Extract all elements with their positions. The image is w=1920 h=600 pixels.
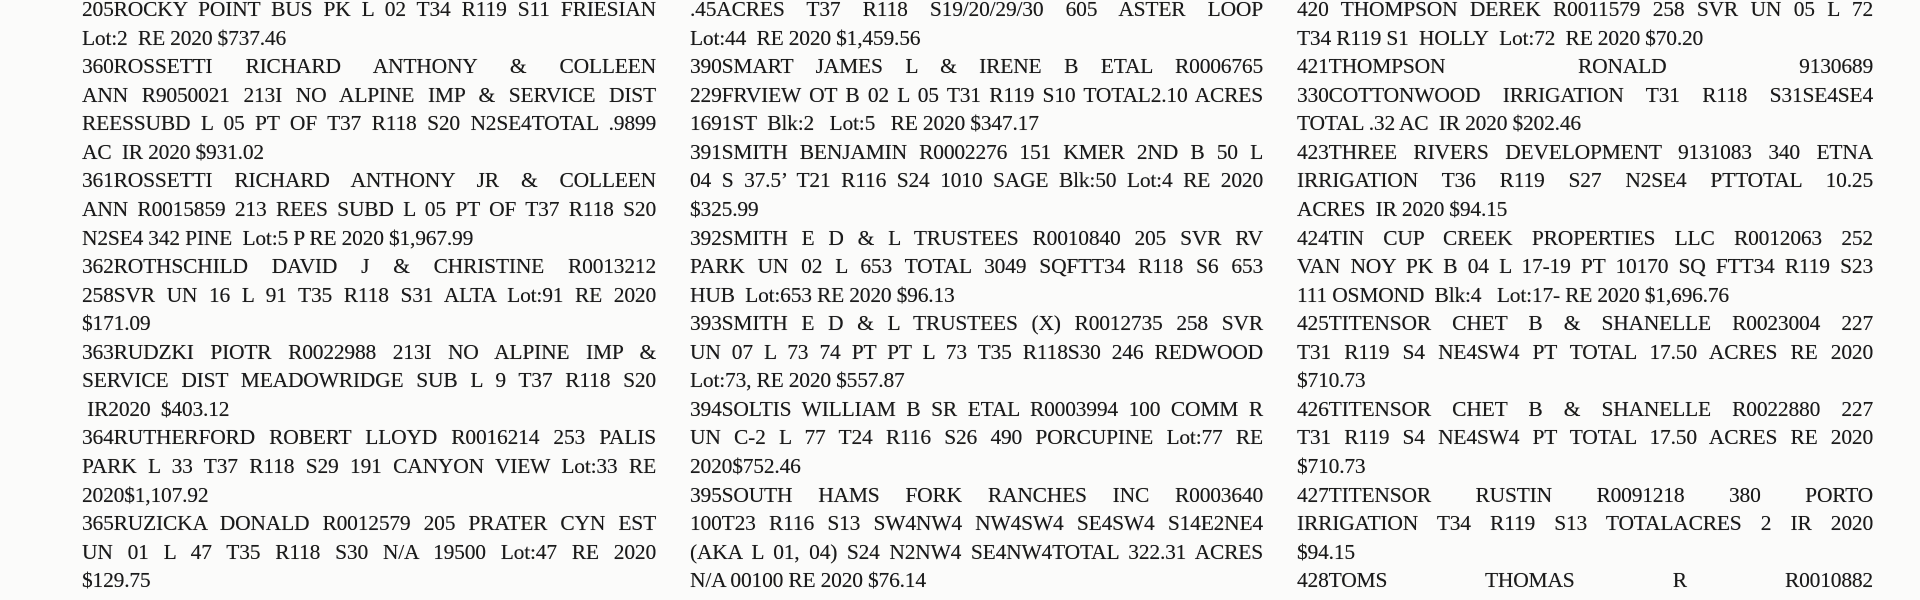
tax-entry — [690, 52, 1263, 138]
text-line: 390SMART JAMES L & IRENE B ETAL R0006765 — [690, 54, 1263, 79]
text-column-2 — [690, 0, 1263, 595]
text-line: 364RUTHERFORD ROBERT LLOYD R0016214 253 PALIS — [82, 425, 656, 450]
text-line: REESSUBD L 05 PT OF T37 R118 S20 N2SE4TOTAL .9899 — [82, 111, 656, 136]
text-line: SERVICE DIST MEADOWRIDGE SUB L 9 T37 R118 S20 — [82, 368, 656, 393]
text-line: 1691ST Blk:2 Lot:5 RE 2020 $347.17 — [690, 111, 1039, 136]
text-line: Lot:2 RE 2020 $737.46 — [82, 25, 287, 50]
text-line: $710.73 — [1297, 454, 1366, 478]
tax-entry — [82, 0, 656, 52]
text-line: 365RUZICKA DONALD R0012579 205 PRATER CYN EST — [82, 511, 656, 536]
tax-entry — [82, 509, 656, 595]
text-line: 2020$752.46 — [690, 454, 801, 478]
tax-entry — [82, 423, 656, 509]
tax-entry — [82, 252, 656, 338]
text-line: 04 S 37.5’ T21 R116 S24 1010 SAGE Blk:50 Lot:4 RE 2020 — [690, 168, 1263, 193]
text-line: $710.73 — [1297, 368, 1366, 393]
text-line: VAN NOY PK B 04 L 17-19 PT 10170 SQ FTT34 R119 S23 — [1297, 254, 1873, 279]
text-line: 362ROTHSCHILD DAVID J & CHRISTINE R0013212 — [82, 254, 656, 279]
tax-entry — [82, 338, 656, 424]
text-line: 420 THOMPSON DEREK R0011579 258 SVR UN 05 L 72 — [1297, 0, 1873, 21]
text-line: 427TITENSOR RUSTIN R0091218 380 PORTO — [1297, 482, 1873, 507]
text-line: $325.99 — [690, 196, 759, 221]
text-line: $94.15 — [1297, 539, 1355, 564]
tax-entry — [690, 224, 1263, 310]
text-line: 363RUDZKI PIOTR R0022988 213I NO ALPINE IMP & — [82, 339, 656, 364]
text-line: 393SMITH E D & L TRUSTEES (X) R0012735 258 SVR — [690, 311, 1263, 336]
tax-entry — [690, 395, 1263, 481]
tax-entry — [1297, 566, 1873, 595]
text-line: IRRIGATION T36 R119 S27 N2SE4 PTTOTAL 10.25 — [1297, 168, 1873, 193]
text-line: T31 R119 S4 NE4SW4 PT TOTAL 17.50 ACRES RE 2020 — [1297, 425, 1873, 450]
tax-entry — [82, 166, 656, 252]
tax-entry — [690, 138, 1263, 224]
tax-entry — [1297, 224, 1873, 310]
text-line: T34 R119 S1 HOLLY Lot:72 RE 2020 $70.20 — [1297, 25, 1704, 50]
tax-entry — [82, 52, 656, 166]
text-line: 423THREE RIVERS DEVELOPMENT 9131083 340 ETNA — [1297, 139, 1873, 164]
text-line: ACRES IR 2020 $94.15 — [1297, 196, 1508, 221]
text-line: ANN R0015859 213 REES SUBD L 05 PT OF T37 R118 S20 — [82, 196, 656, 221]
text-line: $129.75 — [82, 568, 151, 593]
text-line: 100T23 R116 S13 SW4NW4 NW4SW4 SE4SW4 S14E2NE4 — [690, 511, 1263, 536]
tax-entry — [690, 0, 1263, 52]
text-line: 111 OSMOND Blk:4 Lot:17- RE 2020 $1,696.76 — [1297, 282, 1729, 307]
text-line: IRRIGATION T34 R119 S13 TOTALACRES 2 IR 2020 — [1297, 511, 1873, 536]
text-line: HUB Lot:653 RE 2020 $96.13 — [690, 282, 955, 307]
text-line: 391SMITH BENJAMIN R0002276 151 KMER 2ND B 50 L — [690, 139, 1263, 164]
text-line: Lot:44 RE 2020 $1,459.56 — [690, 25, 921, 50]
text-line: UN C-2 L 77 T24 R116 S26 490 PORCUPINE Lot:77 RE — [690, 425, 1263, 450]
text-line: UN 01 L 47 T35 R118 S30 N/A 19500 Lot:47 RE 2020 — [82, 539, 656, 564]
text-line: 258SVR UN 16 L 91 T35 R118 S31 ALTA Lot:91 RE 2020 — [82, 282, 656, 307]
tax-entry — [1297, 52, 1873, 138]
text-line: 425TITENSOR CHET B & SHANELLE R0023004 227 — [1297, 311, 1873, 336]
text-column-1 — [82, 0, 656, 595]
text-line: N2SE4 342 PINE Lot:5 P RE 2020 $1,967.99 — [82, 225, 474, 250]
text-line: PARK L 33 T37 R118 S29 191 CANYON VIEW Lot:33 RE — [82, 454, 656, 478]
text-line: 394SOLTIS WILLIAM B SR ETAL R0003994 100 COMM R — [690, 396, 1263, 421]
text-line: 392SMITH E D & L TRUSTEES R0010840 205 SVR RV — [690, 225, 1263, 250]
text-line: 330COTTONWOOD IRRIGATION T31 R118 S31SE4SE4 — [1297, 82, 1873, 107]
text-line: PARK UN 02 L 653 TOTAL 3049 SQFTT34 R118 S6 653 — [690, 254, 1263, 279]
text-line: (AKA L 01, 04) S24 N2NW4 SE4NW4TOTAL 322.31 ACRES — [690, 539, 1263, 564]
text-line: ANN R9050021 213I NO ALPINE IMP & SERVICE DIST — [82, 82, 656, 107]
text-line: 428TOMS THOMAS R R0010882 — [1297, 568, 1873, 593]
text-line: Lot:73, RE 2020 $557.87 — [690, 368, 905, 393]
text-line: $171.09 — [82, 311, 151, 336]
tax-entry — [1297, 309, 1873, 395]
text-line: TOTAL .32 AC IR 2020 $202.46 — [1297, 111, 1581, 136]
text-line: 2020$1,107.92 — [82, 482, 209, 507]
text-line: 205ROCKY POINT BUS PK L 02 T34 R119 S11 FRIESIAN — [82, 0, 656, 21]
text-line: T31 R119 S4 NE4SW4 PT TOTAL 17.50 ACRES RE 2020 — [1297, 339, 1873, 364]
text-line: 360ROSSETTI RICHARD ANTHONY & COLLEEN — [82, 54, 656, 79]
tax-entry — [690, 481, 1263, 595]
tax-entry — [1297, 395, 1873, 481]
tax-entry — [1297, 0, 1873, 52]
text-line: 421THOMPSON RONALD 9130689 — [1297, 54, 1873, 79]
text-line: 426TITENSOR CHET B & SHANELLE R0022880 227 — [1297, 396, 1873, 421]
text-line: 424TIN CUP CREEK PROPERTIES LLC R0012063 252 — [1297, 225, 1873, 250]
text-line: 395SOUTH HAMS FORK RANCHES INC R0003640 — [690, 482, 1263, 507]
tax-entry — [690, 309, 1263, 395]
tax-entry — [1297, 481, 1873, 567]
text-column-3 — [1297, 0, 1873, 595]
text-line: N/A 00100 RE 2020 $76.14 — [690, 568, 926, 593]
text-line: .45ACRES T37 R118 S19/20/29/30 605 ASTER LOOP — [690, 0, 1263, 21]
text-line: 361ROSSETTI RICHARD ANTHONY JR & COLLEEN — [82, 168, 656, 193]
text-line: AC IR 2020 $931.02 — [82, 139, 264, 164]
text-line: IR2020 $403.12 — [82, 396, 230, 421]
tax-entry — [1297, 138, 1873, 224]
text-line: 229FRVIEW OT B 02 L 05 T31 R119 S10 TOTAL2.10 ACRES — [690, 82, 1263, 107]
text-line: UN 07 L 73 74 PT PT L 73 T35 R118S30 246 REDWOOD — [690, 339, 1263, 364]
